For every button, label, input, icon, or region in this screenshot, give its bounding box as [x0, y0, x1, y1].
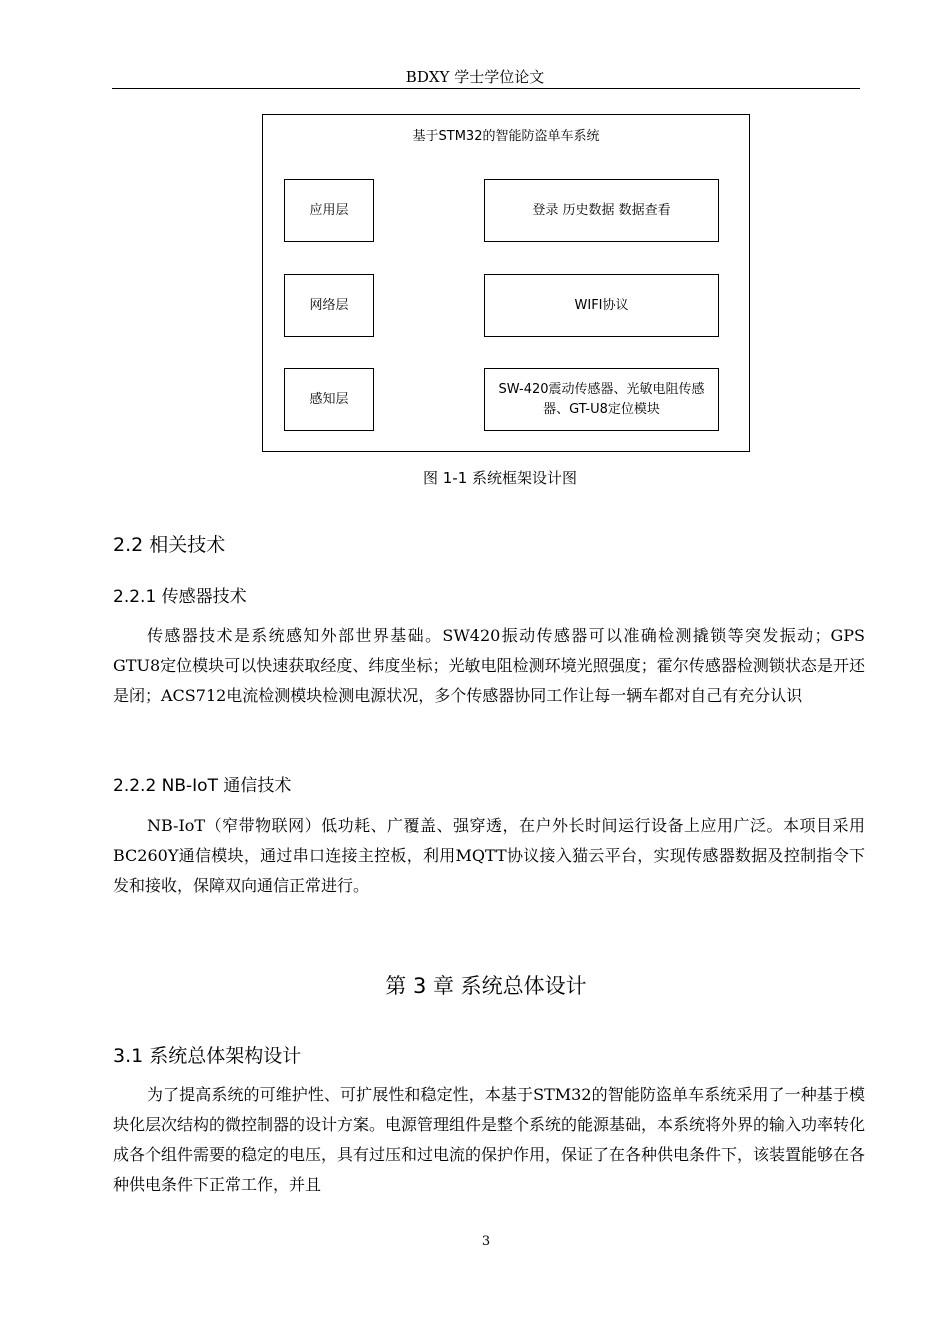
paragraph-sensor-technology: 传感器技术是系统感知外部世界基础。SW420振动传感器可以准确检测撬锁等突发振动；GPS GTU8定位模块可以快速获取经度、纬度坐标；光敏电阻检测环境光照强度；霍尔传感器检测锁状态是开还是闭；ACS712电流检测模块检测电源状况，多个传感器协同工作让每一辆车都对自己有充分认识: [113, 626, 865, 705]
page-number: 3: [481, 1234, 491, 1249]
layer-box-network: 网络层: [284, 274, 374, 337]
content-box-application: 登录 历史数据 数据查看: [484, 179, 719, 242]
content-box-network: WIFI协议: [484, 274, 719, 337]
section-heading-3-1: 3.1 系统总体架构设计: [113, 1045, 302, 1067]
content-box-perception: SW-420震动传感器、光敏电阻传感器、GT-U8定位模块: [484, 368, 719, 431]
figure-caption: 图 1-1 系统框架设计图: [422, 469, 578, 487]
paragraph-nbiot-technology: NB-IoT（窄带物联网）低功耗、广覆盖、强穿透，在户外长时间运行设备上应用广泛。本项目采用BC260Y通信模块，通过串口连接主控板，利用MQTT协议接入猫云平台，实现传感器数据及控制指令下发和接收，保障双向通信正常进行。: [113, 816, 865, 895]
section-heading-2-2-2: 2.2.2 NB-IoT 通信技术: [113, 776, 292, 796]
chapter-title: 第 3 章 系统总体设计: [385, 974, 587, 998]
system-framework-figure: [262, 114, 750, 452]
page-header-title: BDXY 学士学位论文: [405, 68, 545, 86]
section-heading-2-2-1: 2.2.1 传感器技术: [113, 587, 247, 607]
figure-title: 基于STM32的智能防盗单车系统: [412, 129, 600, 144]
paragraph-system-architecture: 为了提高系统的可维护性、可扩展性和稳定性，本基于STM32的智能防盗单车系统采用了一种基于模块化层次结构的微控制器的设计方案。电源管理组件是整个系统的能源基础，本系统将外界的输入功率转化成各个组件需要的稳定的电压，具有过压和过电流的保护作用，保证了在各种供电条件下，该装置能够在各种供电条件下正常工作，并且: [113, 1085, 866, 1194]
layer-box-perception: 感知层: [284, 368, 374, 431]
header-rule: [112, 88, 860, 89]
layer-box-application: 应用层: [284, 179, 374, 242]
section-heading-2-2: 2.2 相关技术: [113, 534, 226, 556]
